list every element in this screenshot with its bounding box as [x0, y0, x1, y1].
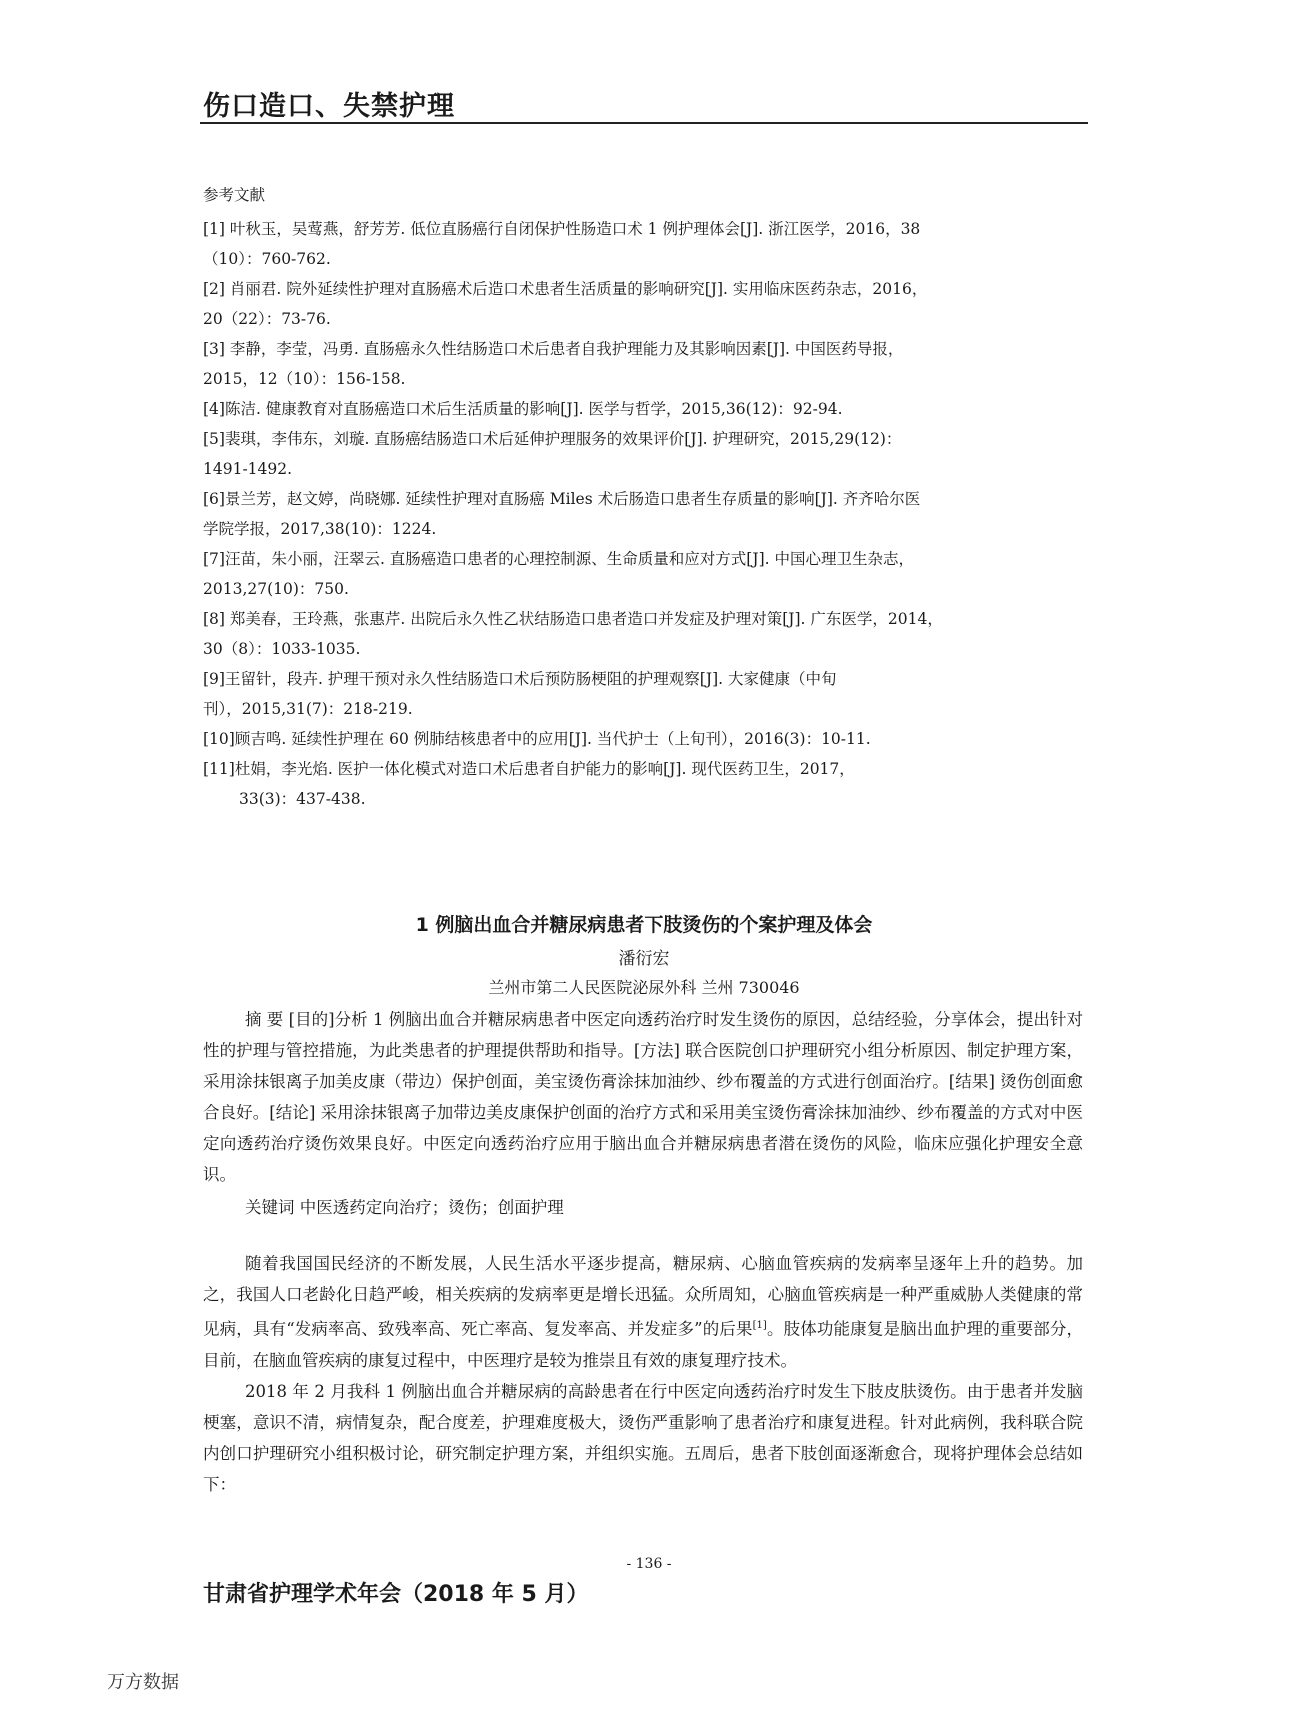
reference-line: [11]杜娟，李光焰. 医护一体化模式对造口术后患者自护能力的影响[J]. 现代医药卫生，2017，: [203, 760, 855, 778]
body-paragraph-text: 随着我国国民经济的不断发展，人民生活水平逐步提高，糖尿病、心脑血管疾病的发病率呈逐年上升的趋势。加之，我国人口老龄化日趋严峻，相关疾病的发病率更是增长迅猛。众所周知，心脑血管疾病是一种严重威胁人类健康的常见病，具有“发病率高、致残率高、死亡率高、复发率高、并发症多”的后果: [203, 1254, 1083, 1339]
page-number: - 136 -: [626, 1556, 672, 1572]
reference-item: [203, 484, 1083, 544]
keywords: 关键词 中医透药定向治疗；烫伤；创面护理: [245, 1198, 564, 1217]
reference-line: 2013,27(10)：750.: [203, 580, 349, 598]
abstract-text: 摘 要 [目的]分析 1 例脑出血合并糖尿病患者中医定向透药治疗时发生烫伤的原因，总结经验，分享体会，提出针对性的护理与管控措施，为此类患者的护理提供帮助和指导。[方法] 联合医院创口护理研究小组分析原因、制定护理方案，采用涂抹银离子加美皮康（带边）保护创面，美宝烫伤膏涂抹加油纱、纱布覆盖的方式进行创面治疗。[结果] 烫伤创面愈合良好。[结论] 采用涂抹银离子加带边美皮康保护创面的治疗方式和采用美宝烫伤膏涂抹加油纱、纱布覆盖的方式对中医定向透药治疗烫伤效果良好。中医定向透药治疗应用于脑出血合并糖尿病患者潜在烫伤的风险，临床应强化护理安全意识。: [203, 1010, 1083, 1184]
reference-line: （10）：760-762.: [203, 250, 331, 268]
reference-item: [203, 394, 1083, 424]
reference-line: [1] 叶秋玉，吴莺燕，舒芳芳. 低位直肠癌行自闭保护性肠造口术 1 例护理体会[J]. 浙江医学，2016，38: [203, 220, 921, 238]
article-affiliation: 兰州市第二人民医院泌尿外科 兰州 730046: [488, 978, 800, 997]
reference-item: [203, 724, 1083, 754]
reference-item: [203, 604, 1083, 664]
reference-item: [203, 424, 1083, 484]
reference-line: 20（22）：73-76.: [203, 310, 331, 328]
article-title: 1 例脑出血合并糖尿病患者下肢烫伤的个案护理及体会: [415, 914, 873, 936]
reference-item: [203, 214, 1083, 274]
citation-marker: [1]: [752, 1320, 767, 1331]
reference-line: 刊），2015,31(7)：218-219.: [203, 700, 413, 718]
reference-line: [7]汪苗，朱小丽，汪翠云. 直肠癌造口患者的心理控制源、生命质量和应对方式[J]. 中国心理卫生杂志，: [203, 550, 914, 568]
footer-conference-title: 甘肃省护理学术年会（2018 年 5 月）: [203, 1582, 589, 1607]
reference-line: 33(3)：437-438.: [239, 790, 366, 808]
references-heading: 参考文献: [203, 186, 266, 204]
header-divider: [200, 122, 1088, 124]
reference-line: 2015，12（10）：156-158.: [203, 370, 406, 388]
reference-item: [203, 754, 1083, 814]
abstract: [203, 1004, 1083, 1190]
reference-line: [2] 肖丽君. 院外延续性护理对直肠癌术后造口术患者生活质量的影响研究[J]. 实用临床医药杂志，2016，: [203, 280, 928, 298]
reference-item: [203, 274, 1083, 334]
body-paragraph: [203, 1248, 1083, 1376]
reference-line: [3] 李静，李莹，冯勇. 直肠癌永久性结肠造口术后患者自我护理能力及其影响因素[J]. 中国医药导报，: [203, 340, 904, 358]
article-body: [203, 1248, 1083, 1500]
watermark-logo-text: 万方数据: [107, 1672, 179, 1693]
body-paragraph: 2018 年 2 月我科 1 例脑出血合并糖尿病的高龄患者在行中医定向透药治疗时发生下肢皮肤烫伤。由于患者并发脑梗塞，意识不清，病情复杂，配合度差，护理难度极大，烫伤严重影响了患者治疗和康复进程。针对此病例，我科联合院内创口护理研究小组积极讨论，研究制定护理方案，并组织实施。五周后，患者下肢创面逐渐愈合，现将护理体会总结如下：: [203, 1381, 1083, 1494]
article-author: 潘衍宏: [618, 949, 670, 969]
reference-line: [8] 郑美春，王玲燕，张惠芹. 出院后永久性乙状结肠造口患者造口并发症及护理对策[J]. 广东医学，2014，: [203, 610, 943, 628]
reference-line: [4]陈洁. 健康教育对直肠癌造口术后生活质量的影响[J]. 医学与哲学，2015,36(12)：92-94.: [203, 400, 843, 418]
reference-line: 学院学报，2017,38(10)：1224.: [203, 520, 437, 538]
section-header-title: 伤口造口、失禁护理: [203, 91, 455, 122]
reference-item: [203, 544, 1083, 604]
body-paragraph-text: 。肢体功能康复是脑出血护理的重要部分，目前，在脑血管疾病的康复过程中，中医理疗是较为推崇且有效的康复理疗技术。: [203, 1319, 1083, 1370]
reference-line: [10]顾吉鸣. 延续性护理在 60 例肺结核患者中的应用[J]. 当代护士（上旬刊），2016(3)：10-11.: [203, 730, 871, 748]
reference-line: [6]景兰芳，赵文婷，尚晓娜. 延续性护理对直肠癌 Miles 术后肠造口患者生存质量的影响[J]. 齐齐哈尔医: [203, 490, 921, 508]
reference-item: [203, 664, 1083, 724]
reference-line: [5]裴琪，李伟东，刘璇. 直肠癌结肠造口术后延伸护理服务的效果评价[J]. 护理研究，2015,29(12)：: [203, 430, 902, 448]
references-section: [203, 180, 1083, 814]
reference-item: [203, 334, 1083, 394]
reference-line: [9]王留针，段卉. 护理干预对永久性结肠造口术后预防肠梗阻的护理观察[J]. 大家健康（中旬: [203, 670, 837, 688]
reference-line: 30（8）：1033-1035.: [203, 640, 361, 658]
reference-line: 1491-1492.: [203, 460, 293, 478]
